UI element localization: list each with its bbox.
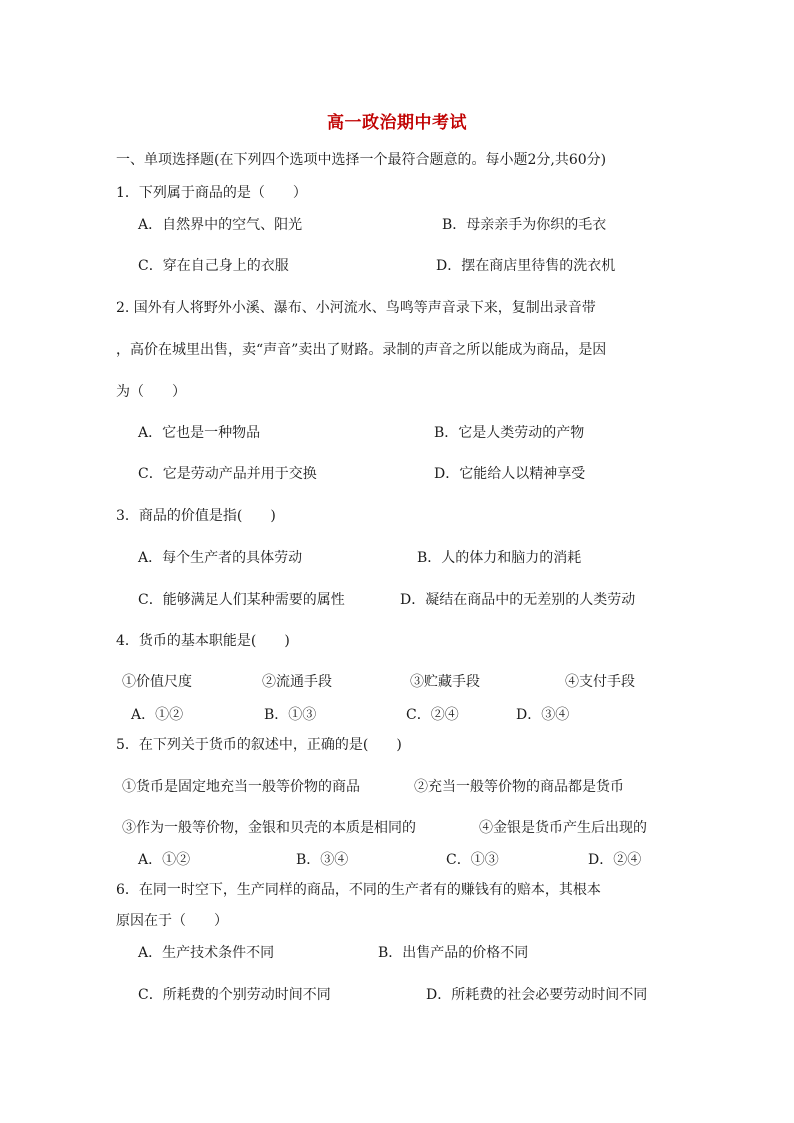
question-6-option-b: B．出售产品的价格不同 [378,945,529,961]
question-1-option-b: B．母亲亲手为你织的毛衣 [442,217,607,233]
question-6-option-a: A．生产技术条件不同 [138,945,275,961]
section-heading: 一、单项选择题(在下列四个选项中选择一个最符合题意的。每小题2分,共60分) [116,152,607,168]
question-4-item-4: ④支付手段 [565,674,635,690]
question-6-option-d: D．所耗费的社会必要劳动时间不同 [426,987,648,1003]
page-title: 高一政治期中考试 [327,113,467,133]
question-5-option-a: A．①② [138,852,191,868]
question-3-option-c: C．能够满足人们某种需要的属性 [138,592,345,608]
question-4-stem: 4．货币的基本职能是( ) [116,633,290,649]
question-1-option-a: A．自然界中的空气、阳光 [138,217,303,233]
question-6-stem-line-1: 6．在同一时空下，生产同样的商品，不同的生产者有的赚钱有的赔本，其根本 [116,882,601,898]
question-2-stem-line-1: 2. 国外有人将野外小溪、瀑布、小河流水、鸟鸣等声音录下来，复制出录音带 [116,300,596,316]
question-4-item-2: ②流通手段 [262,674,332,690]
question-2-option-c: C．它是劳动产品并用于交换 [138,466,317,482]
question-6-stem-line-2: 原因在于（ ） [116,913,228,929]
question-3-option-d: D．凝结在商品中的无差别的人类劳动 [400,592,636,608]
question-2-option-a: A．它也是一种物品 [138,425,261,441]
question-2-stem-line-3: 为（ ） [116,384,186,400]
question-3-option-b: B．人的体力和脑力的消耗 [417,550,582,566]
question-5-option-c: C．①③ [446,852,499,868]
question-5-stem: 5．在下列关于货币的叙述中，正确的是( ) [116,737,402,753]
question-1-option-d: D．摆在商店里待售的洗衣机 [436,258,616,274]
question-4-option-b: B．①③ [264,707,317,723]
question-4-item-1: ①价值尺度 [122,674,192,690]
question-2-option-b: B．它是人类劳动的产物 [434,425,585,441]
question-3-stem: 3．商品的价值是指( ) [116,508,276,524]
question-5-item-4: ④金银是货币产生后出现的 [479,820,647,836]
question-1-stem: 1．下列属于商品的是（ ） [116,185,307,201]
question-5-option-b: B．③④ [296,852,349,868]
question-4-option-c: C．②④ [406,707,459,723]
question-4-option-a: A．①② [131,707,184,723]
question-2-stem-line-2: ，高价在城里出售，卖“声音”卖出了财路。录制的声音之所以能成为商品，是因 [116,342,607,358]
question-5-item-3: ③作为一般等价物，金银和贝壳的本质是相同的 [122,820,416,836]
question-6-option-c: C．所耗费的个别劳动时间不同 [138,987,331,1003]
question-4-item-3: ③贮藏手段 [410,674,480,690]
question-4-option-d: D．③④ [516,707,570,723]
question-5-item-2: ②充当一般等价物的商品都是货币 [414,779,624,795]
question-5-option-d: D．②④ [588,852,642,868]
question-2-option-d: D．它能给人以精神享受 [434,466,586,482]
question-3-option-a: A．每个生产者的具体劳动 [138,550,303,566]
question-5-item-1: ①货币是固定地充当一般等价物的商品 [122,779,360,795]
question-1-option-c: C．穿在自己身上的衣服 [138,258,289,274]
